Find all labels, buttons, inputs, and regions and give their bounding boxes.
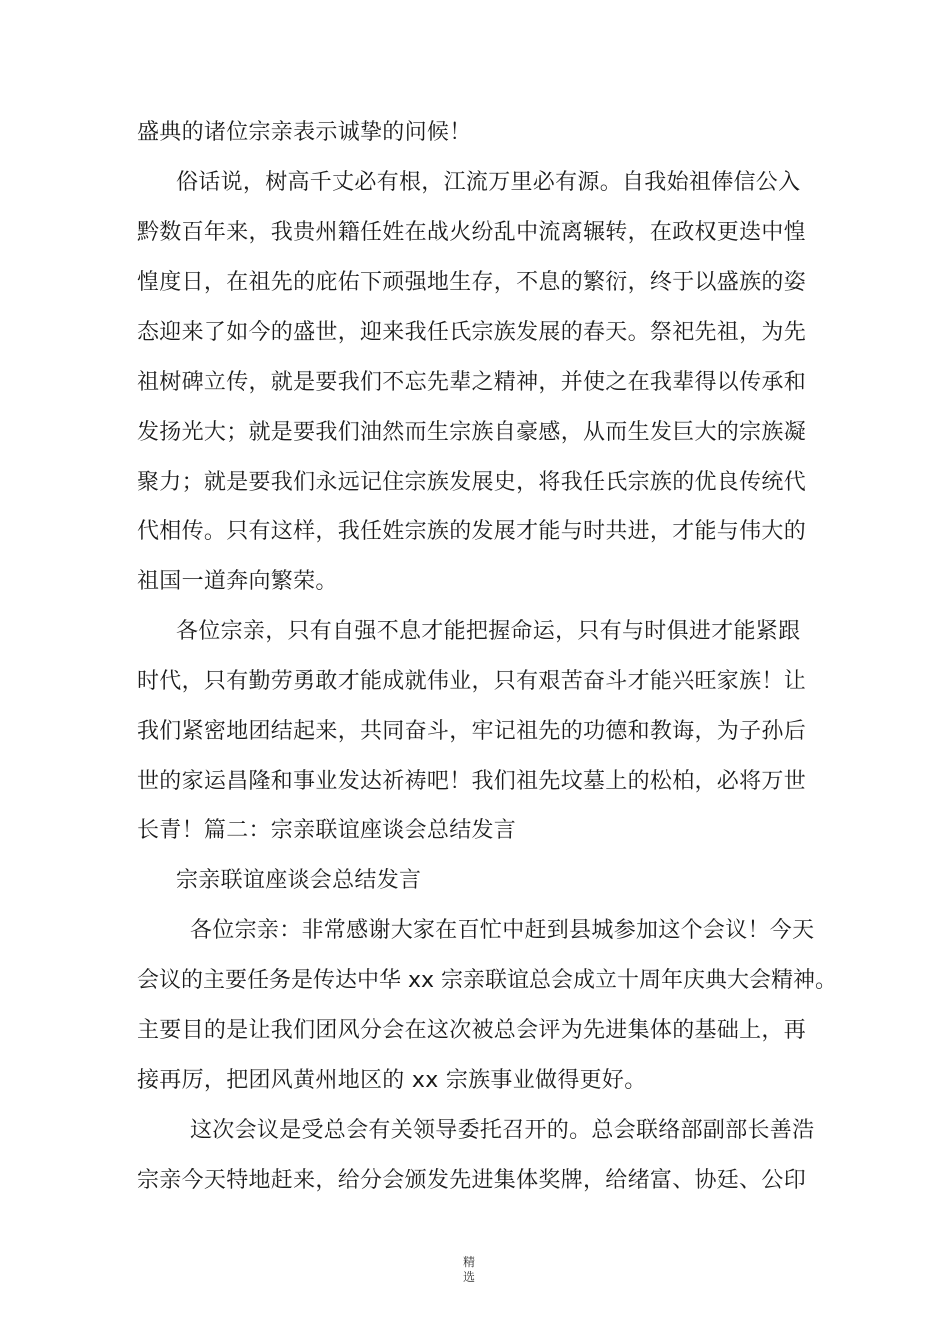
- text-line: 聚力；就是要我们永远记住宗族发展史，将我任氏宗族的优良传统代: [137, 470, 807, 495]
- footer-char: 选: [462, 1270, 475, 1284]
- section-heading: 宗亲联谊座谈会总结发言: [176, 868, 422, 893]
- text-line: 会议的主要任务是传达中华 xx 宗亲联谊总会成立十周年庆典大会精神。: [137, 968, 838, 993]
- text-line: 世的家运昌隆和事业发达祈祷吧！我们祖先坟墓上的松柏，必将万世: [137, 769, 807, 794]
- text-line: 这次会议是受总会有关领导委托召开的。总会联络部副部长善浩: [190, 1118, 815, 1143]
- text-line: 代相传。只有这样，我任姓宗族的发展才能与时共进，才能与伟大的: [137, 519, 807, 544]
- page-footer: [462, 1255, 476, 1285]
- text-line: 主要目的是让我们团风分会在这次被总会评为先进集体的基础上，再: [137, 1018, 807, 1043]
- text-line: 接再厉，把团风黄州地区的 xx 宗族事业做得更好。: [137, 1068, 647, 1093]
- text-line: 盛典的诸位宗亲表示诚挚的问候！: [137, 120, 472, 145]
- text-line: 时代，只有勤劳勇敢才能成就伟业，只有艰苦奋斗才能兴旺家族！让: [137, 669, 807, 694]
- text-line: 各位宗亲，只有自强不息才能把握命运，只有与时俱进才能紧跟: [176, 619, 801, 644]
- text-line: 发扬光大；就是要我们油然而生宗族自豪感，从而生发巨大的宗族凝: [137, 420, 807, 445]
- text-line: 各位宗亲：非常感谢大家在百忙中赶到县城参加这个会议！今天: [190, 918, 815, 943]
- text-line: 黔数百年来，我贵州籍任姓在战火纷乱中流离辗转，在政权更迭中惶: [137, 220, 807, 245]
- text-line: 祖树碑立传，就是要我们不忘先辈之精神，并使之在我辈得以传承和: [137, 370, 807, 395]
- text-line: 祖国一道奔向繁荣。: [137, 569, 338, 594]
- text-line: 态迎来了如今的盛世，迎来我任氏宗族发展的春天。祭祀先祖，为先: [137, 320, 807, 345]
- footer-char: 精: [462, 1255, 475, 1269]
- text-line: 我们紧密地团结起来，共同奋斗，牢记祖先的功德和教诲，为子孙后: [137, 719, 807, 744]
- text-line: 宗亲今天特地赶来，给分会颁发先进集体奖牌，给绪富、协廷、公印: [137, 1168, 807, 1193]
- text-line: 长青！篇二：宗亲联谊座谈会总结发言: [137, 818, 517, 843]
- text-line: 惶度日，在祖先的庇佑下顽强地生存，不息的繁衍，终于以盛族的姿: [137, 270, 807, 295]
- text-line: 俗话说，树高千丈必有根，江流万里必有源。自我始祖俸信公入: [176, 170, 801, 195]
